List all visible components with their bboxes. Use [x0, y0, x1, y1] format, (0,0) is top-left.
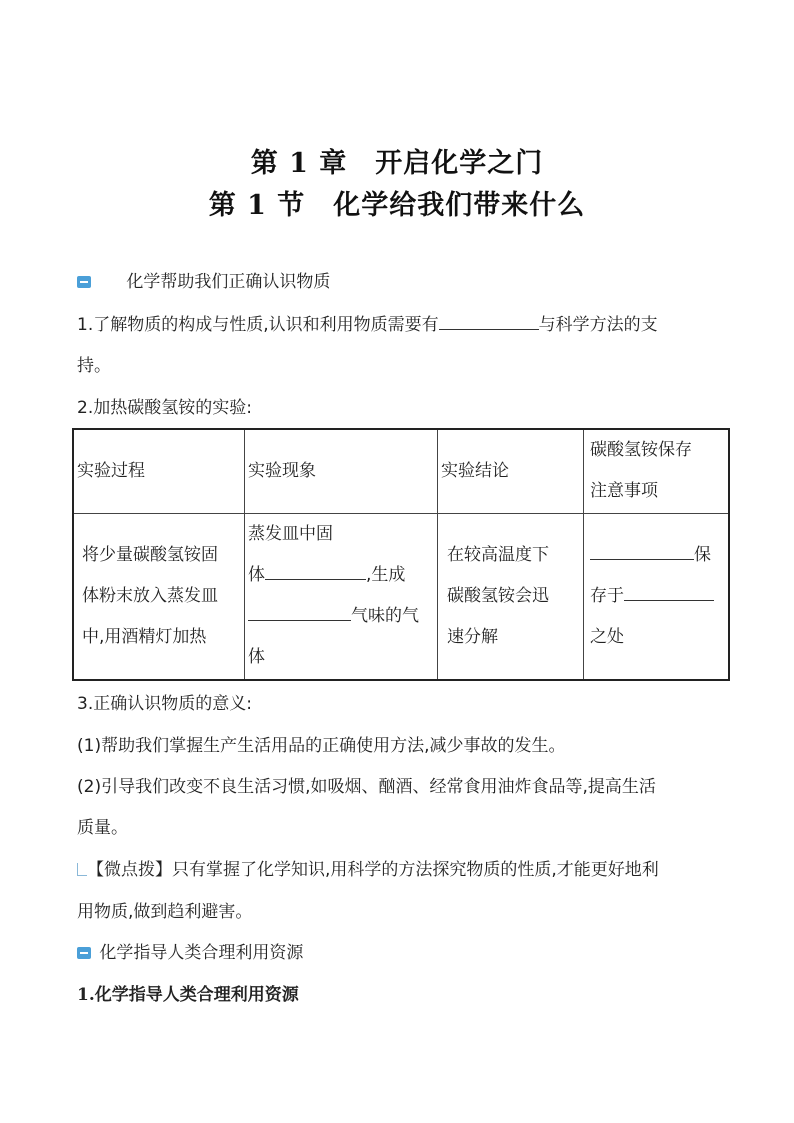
phenomenon-text: ,生成	[366, 565, 406, 586]
part1-heading-text: 化学帮助我们正确认识物质	[126, 272, 331, 292]
header-storage-2: 注意事项	[590, 481, 658, 502]
phenomenon-text: 气味的气	[351, 606, 419, 627]
phenomenon-line-1: 蒸发皿中固	[248, 524, 333, 545]
header-storage-1: 碳酸氢铵保存	[590, 440, 692, 461]
fill-blank[interactable]	[590, 543, 694, 560]
item1-cont: 持。	[77, 356, 111, 376]
process-line-1: 将少量碳酸氢铵固	[82, 544, 218, 565]
storage-line-3: 之处	[590, 626, 624, 647]
item3: 3.正确认识物质的意义:	[77, 694, 252, 714]
tip-bookmark-icon	[77, 863, 87, 876]
storage-text: 存于	[590, 585, 624, 606]
table-header-row	[73, 429, 729, 513]
process-line-2: 体粉末放入蒸发皿	[82, 585, 218, 606]
header-phenomenon: 实验现象	[248, 460, 316, 481]
tip-cont: 用物质,做到趋利避害。	[77, 902, 253, 922]
tip-text: 【微点拨】只有掌握了化学知识,用科学的方法探究物质的性质,才能更好地利	[87, 860, 659, 880]
conclusion-line-2: 碳酸氢铵会迅	[447, 585, 549, 606]
tip	[77, 859, 659, 881]
fill-blank[interactable]	[439, 313, 539, 330]
item2: 2.加热碳酸氢铵的实验:	[77, 398, 252, 418]
storage-text: 保	[694, 544, 711, 565]
item3-2: (2)引导我们改变不良生活习惯,如吸烟、酗酒、经常食用油炸食品等,提高生活	[77, 777, 656, 797]
storage-line-1	[584, 535, 728, 576]
part1-heading	[77, 271, 330, 293]
experiment-table	[72, 428, 730, 681]
process-line-3: 中,用酒精灯加热	[82, 626, 207, 647]
section-square-icon	[77, 276, 91, 288]
part2-heading	[77, 942, 303, 964]
fill-blank[interactable]	[624, 584, 714, 601]
chapter-title: 第 1 章 开启化学之门	[250, 148, 544, 179]
conclusion-line-1: 在较高温度下	[447, 544, 549, 565]
phenomenon-line-2	[245, 555, 437, 596]
fill-blank[interactable]	[265, 563, 366, 580]
section-square-icon	[77, 947, 91, 959]
part2-heading-text: 化学指导人类合理利用资源	[99, 943, 304, 963]
section-title: 第 1 节 化学给我们带来什么	[208, 190, 586, 221]
item1	[77, 313, 658, 336]
phenomenon-text: 体	[248, 565, 265, 586]
item1-text-a: 1.了解物质的构成与性质,认识和利用物质需要有	[77, 315, 439, 335]
item3-2-cont: 质量。	[77, 818, 128, 838]
part2-item1: 1.化学指导人类合理利用资源	[77, 985, 299, 1005]
item1-text-b: 与科学方法的支	[538, 315, 658, 335]
header-conclusion: 实验结论	[441, 460, 509, 481]
phenomenon-line-4: 体	[248, 647, 265, 668]
item3-1: (1)帮助我们掌握生产生活用品的正确使用方法,减少事故的发生。	[77, 736, 566, 756]
header-process: 实验过程	[77, 460, 145, 481]
table-row	[73, 513, 729, 680]
fill-blank[interactable]	[248, 604, 351, 621]
storage-line-2	[584, 576, 728, 617]
conclusion-line-3: 速分解	[447, 626, 498, 647]
phenomenon-line-3	[245, 596, 437, 637]
